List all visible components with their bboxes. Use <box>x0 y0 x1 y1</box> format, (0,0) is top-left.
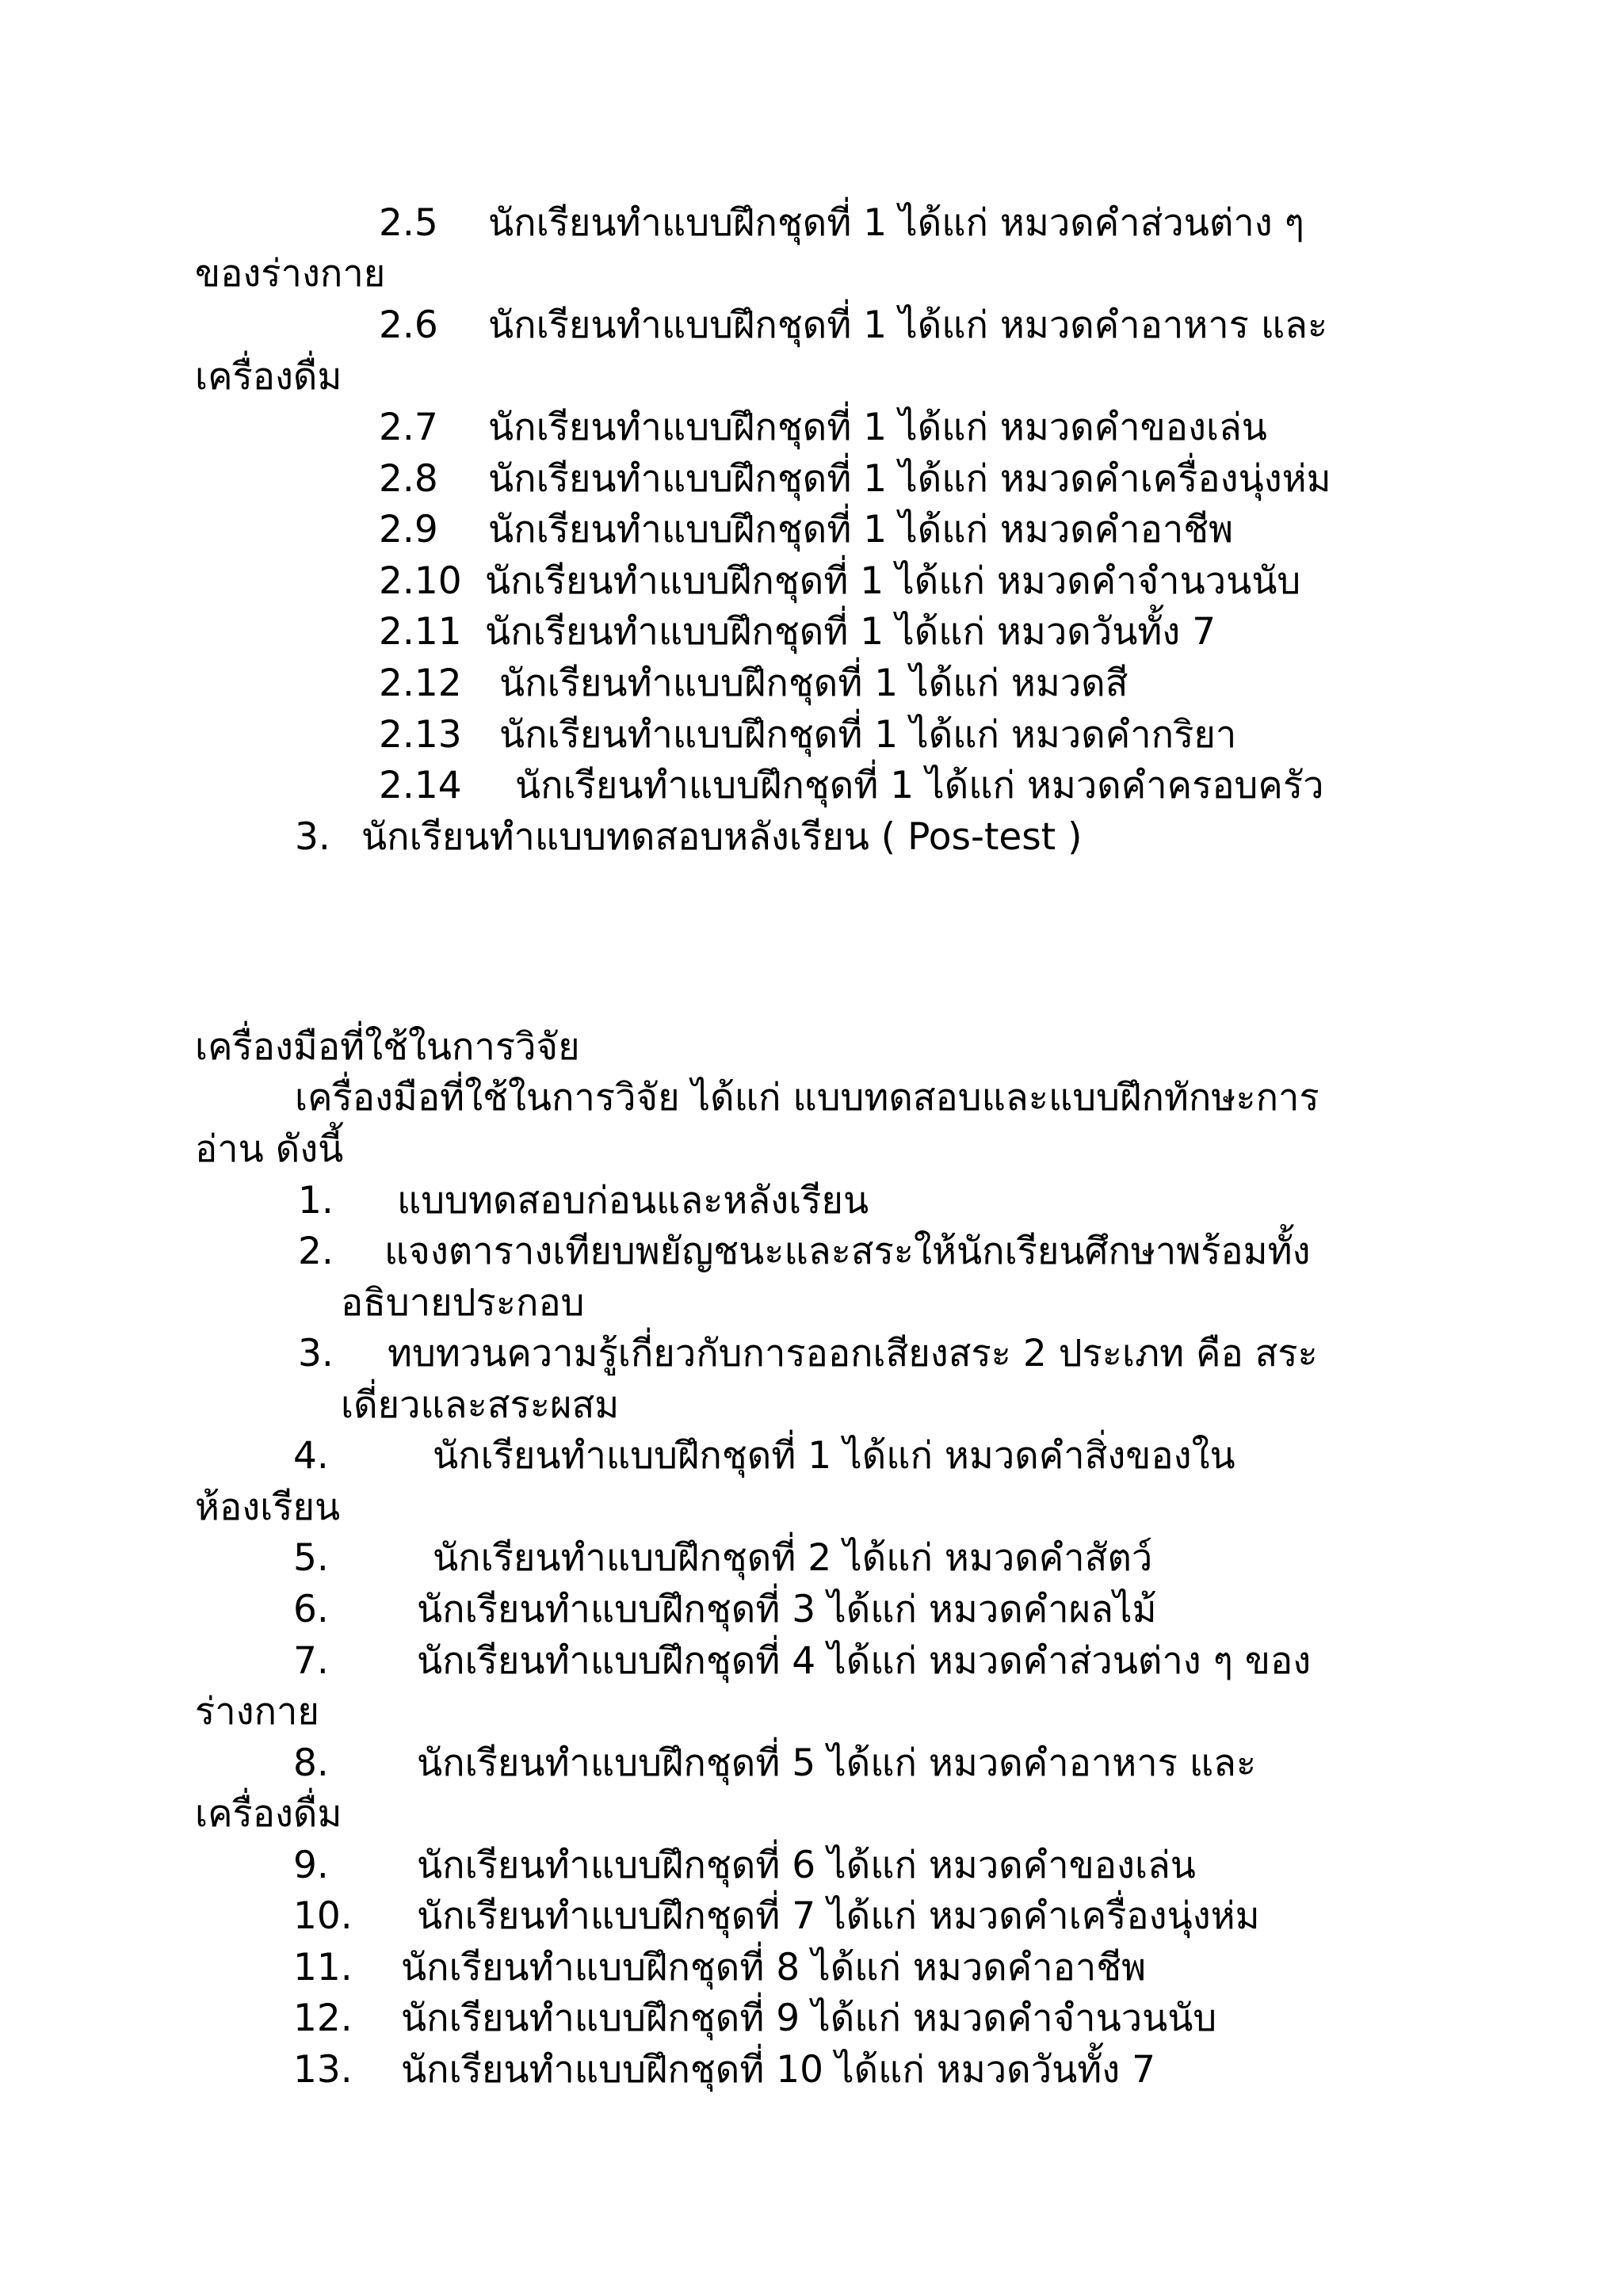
item-number: 2.8 <box>379 457 438 501</box>
item-text: นักเรียนทำแบบฝึกชุดที่ 1 ได้แก่ หมวดคำอาชีพ <box>488 508 1234 551</box>
item-number: 7. <box>293 1639 329 1683</box>
list-item-continuation: ห้องเรียน <box>195 1486 341 1529</box>
item-number: 2.14 <box>379 764 462 807</box>
list-item-2-12 <box>379 658 1128 709</box>
tool-item-3 <box>298 1329 1318 1379</box>
item-number: 11. <box>293 1946 353 1989</box>
list-item-continuation: เครื่องดื่ม <box>195 1792 342 1836</box>
item-number: 2.12 <box>379 662 462 705</box>
intro-paragraph-continuation: อ่าน ดังนี้ <box>195 1127 344 1171</box>
item-text: แจงตารางเทียบพยัญชนะและสระให้นักเรียนศึกษาพร้อมทั้ง <box>384 1230 1311 1273</box>
list-item-2-13 <box>379 710 1236 761</box>
item-text: ทบทวนความรู้เกี่ยวกับการออกเสียงสระ 2 ประเภท คือ สระ <box>388 1332 1318 1375</box>
item-number: 2.5 <box>379 201 438 245</box>
intro-paragraph: เครื่องมือที่ใช้ในการวิจัย ได้แก่ แบบทดสอบและแบบฝึกทักษะการ <box>295 1076 1319 1119</box>
tool-item-13 <box>293 2045 1155 2096</box>
tool-item-4 <box>293 1431 1235 1482</box>
list-item-continuation: เครื่องดื่ม <box>195 355 342 399</box>
item-text: นักเรียนทำแบบฝึกชุดที่ 9 ได้แก่ หมวดคำจำนวนนับ <box>401 1997 1217 2040</box>
list-item-continuation: ร่างกาย <box>195 1690 319 1733</box>
item-number: 3. <box>298 1332 334 1375</box>
tool-item-10 <box>293 1891 1260 1942</box>
item-text: นักเรียนทำแบบฝึกชุดที่ 3 ได้แก่ หมวดคำผลไม้ <box>417 1588 1157 1631</box>
item-text: นักเรียนทำแบบฝึกชุดที่ 1 ได้แก่ หมวดคำของเล่น <box>488 406 1267 449</box>
tool-item-2 <box>298 1226 1311 1277</box>
item-text: นักเรียนทำแบบฝึกชุดที่ 1 ได้แก่ หมวดวันทั้ง 7 <box>485 610 1216 654</box>
item-text: นักเรียนทำแบบฝึกชุดที่ 5 ได้แก่ หมวดคำอาหาร และ <box>417 1741 1257 1785</box>
item-text: นักเรียนทำแบบทดสอบหลังเรียน ( Pos-test ) <box>361 815 1083 859</box>
item-number: 2. <box>298 1230 334 1273</box>
item-number: 8. <box>293 1741 329 1785</box>
item-number: 10. <box>293 1894 353 1938</box>
tool-item-9 <box>293 1840 1196 1891</box>
item-text: นักเรียนทำแบบฝึกชุดที่ 4 ได้แก่ หมวดคำส่วนต่าง ๆ ของ <box>417 1639 1312 1683</box>
tool-item-7 <box>293 1636 1311 1687</box>
list-item-2-10 <box>379 556 1300 607</box>
item-text: นักเรียนทำแบบฝึกชุดที่ 7 ได้แก่ หมวดคำเครื่องนุ่งห่ม <box>417 1894 1260 1938</box>
item-number: 12. <box>293 1997 353 2040</box>
list-item-3-post-test <box>295 812 1082 863</box>
item-text: นักเรียนทำแบบฝึกชุดที่ 1 ได้แก่ หมวดสี <box>499 662 1128 705</box>
list-item-2-6 <box>379 300 1327 351</box>
item-number: 2.9 <box>379 508 438 551</box>
item-text: แบบทดสอบก่อนและหลังเรียน <box>397 1179 869 1222</box>
tool-item-8 <box>293 1738 1256 1789</box>
tool-item-5 <box>293 1533 1152 1584</box>
item-text: นักเรียนทำแบบฝึกชุดที่ 6 ได้แก่ หมวดคำของเล่น <box>417 1844 1196 1887</box>
item-number: 2.10 <box>379 559 462 603</box>
item-number: 5. <box>293 1536 329 1580</box>
item-number: 1. <box>298 1179 334 1222</box>
item-text: นักเรียนทำแบบฝึกชุดที่ 1 ได้แก่ หมวดคำส่วนต่าง ๆ <box>488 201 1304 245</box>
list-item-continuation: อธิบายประกอบ <box>341 1281 585 1325</box>
item-number: 6. <box>293 1588 329 1631</box>
item-number: 3. <box>295 815 330 859</box>
tool-item-1 <box>298 1176 869 1226</box>
list-item-2-5 <box>379 198 1304 249</box>
list-item-2-8 <box>379 454 1331 505</box>
item-number: 13. <box>293 2048 353 2092</box>
list-item-2-9 <box>379 505 1233 555</box>
list-item-2-14 <box>379 761 1323 811</box>
item-text: นักเรียนทำแบบฝึกชุดที่ 10 ได้แก่ หมวดวันทั้ง 7 <box>401 2048 1156 2092</box>
item-text: นักเรียนทำแบบฝึกชุดที่ 1 ได้แก่ หมวดคำจำนวนนับ <box>485 559 1301 603</box>
item-text: นักเรียนทำแบบฝึกชุดที่ 2 ได้แก่ หมวดคำสัตว์ <box>433 1536 1153 1580</box>
tool-item-6 <box>293 1585 1157 1635</box>
item-text: นักเรียนทำแบบฝึกชุดที่ 1 ได้แก่ หมวดคำอาหาร และ <box>488 303 1328 347</box>
list-item-continuation: ของร่างกาย <box>195 252 386 296</box>
item-text: นักเรียนทำแบบฝึกชุดที่ 1 ได้แก่ หมวดคำครอบครัว <box>515 764 1324 807</box>
item-text: นักเรียนทำแบบฝึกชุดที่ 8 ได้แก่ หมวดคำอาชีพ <box>401 1946 1147 1989</box>
item-text: นักเรียนทำแบบฝึกชุดที่ 1 ได้แก่ หมวดคำเครื่องนุ่งห่ม <box>488 457 1331 501</box>
item-number: 2.11 <box>379 610 462 654</box>
item-number: 4. <box>293 1434 329 1478</box>
tool-item-12 <box>293 1993 1216 2044</box>
list-item-continuation: เดี่ยวและสระผสม <box>341 1383 620 1427</box>
list-item-2-11 <box>379 607 1216 658</box>
item-number: 2.6 <box>379 303 438 347</box>
section-heading: เครื่องมือที่ใช้ในการวิจัย <box>195 1025 580 1069</box>
item-number: 2.7 <box>379 406 438 449</box>
item-number: 2.13 <box>379 713 462 757</box>
tool-item-11 <box>293 1943 1146 1993</box>
item-number: 9. <box>293 1844 329 1887</box>
item-text: นักเรียนทำแบบฝึกชุดที่ 1 ได้แก่ หมวดคำสิ่งของใน <box>433 1434 1235 1478</box>
item-text: นักเรียนทำแบบฝึกชุดที่ 1 ได้แก่ หมวดคำกริยา <box>499 713 1237 757</box>
list-item-2-7 <box>379 402 1267 453</box>
